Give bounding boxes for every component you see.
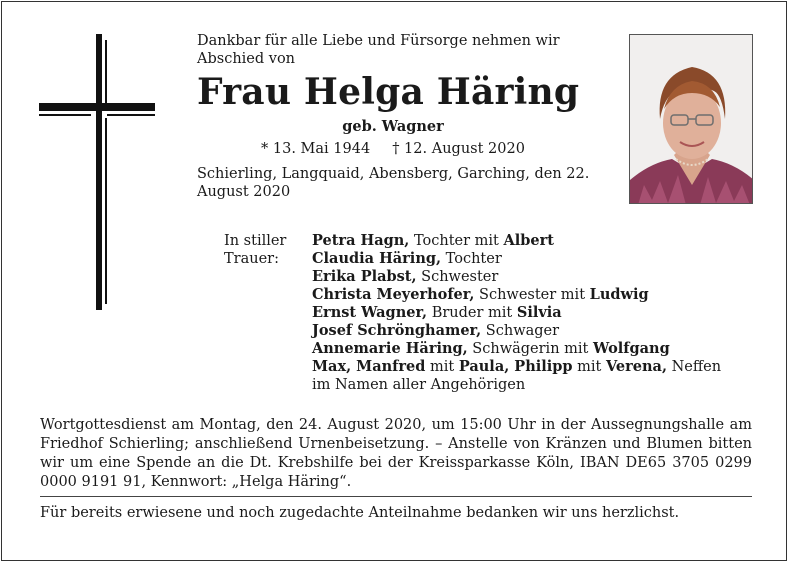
mourner-line: im Namen aller Angehörigen — [312, 377, 526, 393]
mourner-line: Ernst Wagner, Bruder mit Silvia — [312, 304, 562, 321]
mourner-line: Erika Plabst, Schwester — [312, 268, 499, 285]
portrait-photo — [629, 34, 753, 204]
deceased-name: Frau Helga Häring — [197, 71, 580, 113]
life-dates — [197, 141, 589, 157]
birth-date: * 13. Mai 1944 — [261, 141, 371, 157]
mourner-line: Josef Schrönghamer, Schwager — [312, 322, 560, 339]
header-block — [197, 32, 617, 201]
cross-icon — [39, 34, 155, 310]
divider — [40, 496, 752, 497]
mourner-line: Claudia Häring, Tochter — [312, 250, 502, 267]
portrait-icon — [630, 35, 753, 204]
mourner-line: Annemarie Häring, Schwägerin mit Wolfgang — [312, 340, 670, 357]
thanks-text: Für bereits erwiesene und noch zugedachte Anteilnahme bedanken wir uns herzlichst. — [40, 505, 680, 521]
birth-name: geb. Wagner — [342, 118, 444, 135]
mourning-label-line1: In stiller — [224, 233, 287, 249]
obituary-notice — [1, 1, 787, 561]
service-text: Wortgottesdienst am Montag, den 24. August 2020, um 15:00 Uhr in der Aussegnungshalle am Friedhof Schierling; anschließend Urnenbeisetzung. – Anstelle von Kränzen und Blumen bitten wir um eine Spende an die Dt. Krebshilfe bei der Kreissparkasse Köln, IBAN DE65 3705 0299 0000 9191 91, Kennwort: „Helga Häring“. — [40, 417, 752, 490]
mourner-line: Petra Hagn, Tochter mit Albert — [312, 232, 554, 249]
mourning-label — [224, 232, 310, 268]
mourners-list — [312, 232, 767, 394]
death-date: † 12. August 2020 — [392, 141, 525, 157]
mourning-label-line2: Trauer: — [224, 251, 279, 267]
intro-text: Dankbar für alle Liebe und Fürsorge nehmen wir Abschied von — [197, 33, 560, 67]
mourner-line: Christa Meyerhofer, Schwester mit Ludwig — [312, 286, 649, 303]
places-and-date: Schierling, Langquaid, Abensberg, Garching, den 22. August 2020 — [197, 166, 590, 200]
mourner-line: Max, Manfred mit Paula, Philipp mit Verena, Neffen — [312, 358, 722, 375]
